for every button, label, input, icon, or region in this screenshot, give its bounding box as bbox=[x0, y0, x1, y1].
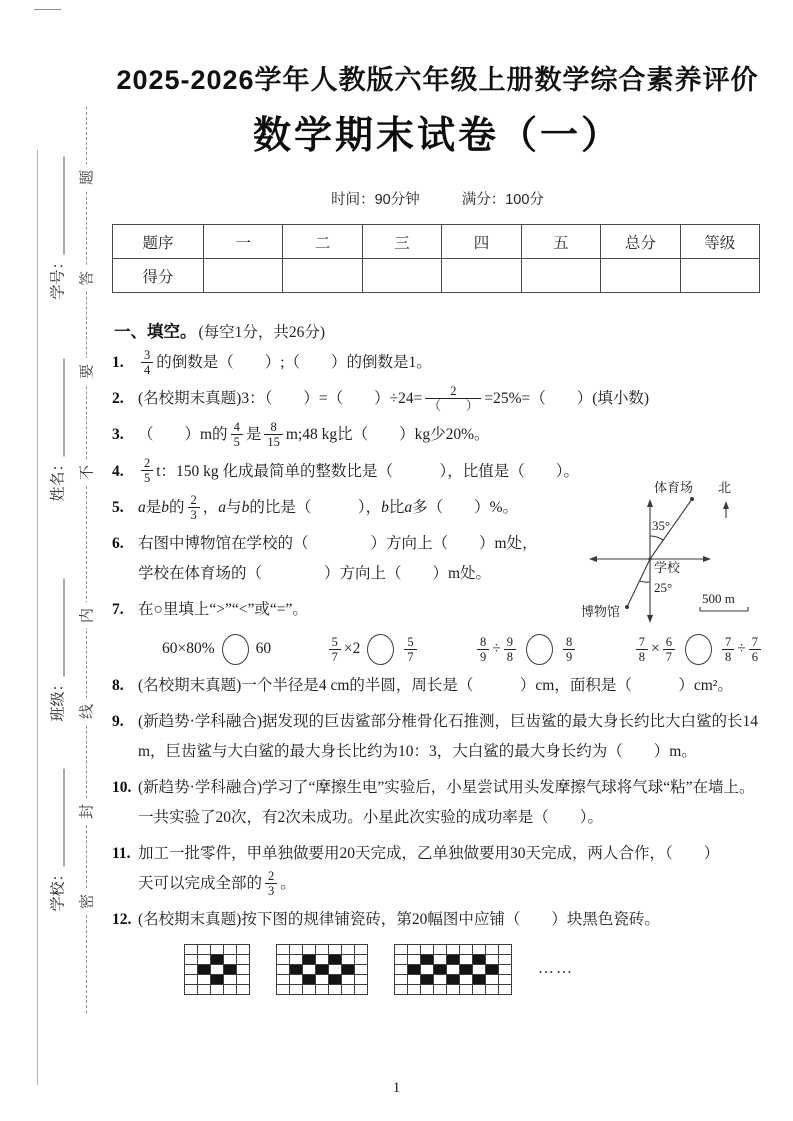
white-tile bbox=[460, 985, 473, 995]
black-tile bbox=[460, 965, 473, 975]
stadium-label: 体育场 bbox=[654, 480, 694, 495]
student-id-field bbox=[47, 156, 68, 299]
score-table-cell: 等级 bbox=[680, 225, 759, 259]
white-tile bbox=[185, 975, 198, 985]
question-number: 6. bbox=[112, 534, 124, 552]
black-tile bbox=[447, 955, 460, 965]
white-tile bbox=[447, 985, 460, 995]
white-tile bbox=[290, 945, 303, 955]
exam-series-title: 2025-2026学年人教版六年级上册数学综合素养评价 bbox=[116, 65, 759, 95]
white-tile bbox=[329, 965, 342, 975]
main-content bbox=[112, 224, 768, 995]
question-number: 11. bbox=[112, 844, 131, 862]
black-tile bbox=[211, 955, 224, 965]
corner-crop-mark bbox=[34, 9, 61, 10]
score-table bbox=[112, 224, 760, 293]
question-7 bbox=[112, 595, 768, 625]
white-tile bbox=[355, 965, 368, 975]
question-text: 加工一批零件，甲单独做要用20天完成，乙单独做要用30天完成，两人合作，（ ） 天可以完成全部的 $\frac{2}{3}$ 。 bbox=[138, 844, 720, 898]
white-tile bbox=[316, 955, 329, 965]
question-9 bbox=[112, 707, 768, 767]
question-number: 12. bbox=[112, 910, 132, 928]
question-tag: (新趋势·学科融合) bbox=[138, 778, 262, 796]
question-number: 1. bbox=[112, 354, 124, 372]
question-text: (名校期末真题)按下图的规律铺瓷砖，第20幅图中应铺（ ）块黑色瓷砖。 bbox=[138, 910, 660, 928]
white-tile bbox=[277, 985, 290, 995]
comparison-expression: $\frac{8}{9}$ ÷ $\frac{9}{8}$ $\frac{8}{9}$ bbox=[474, 634, 578, 665]
score-table-cell: 题序 bbox=[113, 225, 204, 259]
question-number: 2. bbox=[112, 390, 124, 408]
tile-pattern-figures bbox=[184, 944, 768, 995]
angle-25-label: 25° bbox=[654, 580, 673, 595]
black-tile bbox=[421, 955, 434, 965]
museum-label: 博物馆 bbox=[581, 604, 621, 619]
white-tile bbox=[211, 945, 224, 955]
white-tile bbox=[486, 975, 499, 985]
score-table-score-row bbox=[113, 259, 760, 293]
question-11 bbox=[112, 839, 768, 899]
question-text: (新趋势·学科融合)据发现的巨齿鲨部分椎骨化石推测，巨齿鲨的最大身长约比大白鲨的长14 m，巨齿鲨与大白鲨的最大身长比约为10：3，大白鲨的最大身长约为（ ）m。 bbox=[138, 712, 759, 760]
tile-grid-3 bbox=[394, 944, 512, 995]
black-tile bbox=[316, 965, 329, 975]
question-number: 10. bbox=[112, 778, 132, 796]
white-tile bbox=[342, 975, 355, 985]
seal-char: 答 bbox=[76, 265, 97, 291]
seal-char: 密 bbox=[76, 888, 97, 914]
fraction: $\frac{2}{3}$ bbox=[265, 869, 277, 898]
white-tile bbox=[355, 955, 368, 965]
fraction: $\frac{7}{8}$ bbox=[636, 635, 648, 664]
white-tile bbox=[473, 985, 486, 995]
white-tile bbox=[395, 975, 408, 985]
score-empty-cell bbox=[680, 259, 759, 293]
white-tile bbox=[486, 945, 499, 955]
black-tile bbox=[303, 975, 316, 985]
comparison-expression: $\frac{7}{8}$ × $\frac{6}{7}$ $\frac{7}{8}$ ÷ $\frac{7}{6}$ bbox=[633, 634, 764, 665]
white-tile bbox=[342, 945, 355, 955]
class-field bbox=[47, 578, 68, 721]
fraction: $\frac{2}{5}$ bbox=[141, 456, 153, 485]
fraction: $\frac{8}{9}$ bbox=[477, 635, 489, 664]
black-tile bbox=[447, 975, 460, 985]
angle-35-label: 35° bbox=[652, 518, 671, 533]
white-tile bbox=[303, 945, 316, 955]
black-tile bbox=[486, 965, 499, 975]
white-tile bbox=[316, 975, 329, 985]
fraction: $\frac{2}{( )}$ bbox=[425, 384, 481, 413]
white-tile bbox=[421, 945, 434, 955]
fraction: $\frac{6}{7}$ bbox=[663, 635, 675, 664]
fraction: $\frac{8}{9}$ bbox=[563, 635, 575, 664]
black-tile bbox=[473, 975, 486, 985]
question-12 bbox=[112, 905, 768, 935]
north-label: 北 bbox=[718, 480, 732, 495]
question-8 bbox=[112, 671, 768, 701]
pattern-ellipsis: …… bbox=[538, 960, 574, 978]
school-label: 学校 bbox=[654, 560, 681, 575]
white-tile bbox=[395, 965, 408, 975]
question-5 bbox=[112, 493, 768, 523]
white-tile bbox=[434, 975, 447, 985]
white-tile bbox=[395, 985, 408, 995]
white-tile bbox=[355, 975, 368, 985]
white-tile bbox=[395, 955, 408, 965]
score-table-cell: 二 bbox=[283, 225, 362, 259]
fraction: $\frac{7}{6}$ bbox=[749, 635, 761, 664]
score-table-header-row bbox=[113, 225, 760, 259]
white-tile bbox=[237, 975, 250, 985]
white-tile bbox=[329, 945, 342, 955]
white-tile bbox=[303, 985, 316, 995]
full-score: 满分：100分 bbox=[461, 192, 544, 208]
white-tile bbox=[473, 945, 486, 955]
score-table-cell: 三 bbox=[362, 225, 441, 259]
black-tile bbox=[303, 955, 316, 965]
white-tile bbox=[237, 965, 250, 975]
white-tile bbox=[421, 965, 434, 975]
white-tile bbox=[277, 965, 290, 975]
white-tile bbox=[290, 955, 303, 965]
black-tile bbox=[224, 965, 237, 975]
question-text: （ ）m的 $\frac{4}{5}$ 是 $\frac{8}{15}$ m;48 kg比（ ）kg少20%。 bbox=[138, 420, 490, 450]
time-limit: 时间：90分钟 bbox=[331, 192, 420, 208]
fraction: $\frac{5}{7}$ bbox=[329, 635, 341, 664]
comparison-circle-blank bbox=[685, 634, 712, 665]
score-empty-cell bbox=[521, 259, 600, 293]
white-tile bbox=[421, 985, 434, 995]
question-2 bbox=[112, 384, 768, 414]
tile-grid-2 bbox=[276, 944, 368, 995]
white-tile bbox=[460, 955, 473, 965]
white-tile bbox=[224, 945, 237, 955]
score-empty-cell bbox=[204, 259, 283, 293]
white-tile bbox=[499, 975, 512, 985]
score-empty-cell bbox=[601, 259, 680, 293]
exam-info-line bbox=[100, 188, 775, 209]
white-tile bbox=[499, 985, 512, 995]
white-tile bbox=[211, 985, 224, 995]
white-tile bbox=[237, 955, 250, 965]
white-tile bbox=[290, 985, 303, 995]
black-tile bbox=[198, 965, 211, 975]
white-tile bbox=[408, 975, 421, 985]
fraction: $\frac{4}{5}$ bbox=[231, 420, 243, 449]
white-tile bbox=[277, 975, 290, 985]
white-tile bbox=[224, 975, 237, 985]
question-text: (名校期末真题)一个半径是4 cm的半圆，周长是（ ）cm，面积是（ ）cm²。 bbox=[138, 676, 733, 694]
white-tile bbox=[434, 945, 447, 955]
school-blank-line bbox=[64, 768, 65, 866]
comparison-circle-blank bbox=[222, 634, 249, 665]
score-table-cell: 五 bbox=[521, 225, 600, 259]
comparison-expression: 60×80% 60 bbox=[162, 634, 271, 665]
question-10 bbox=[112, 773, 768, 833]
question-number: 8. bbox=[112, 676, 124, 694]
score-table-cell: 总分 bbox=[601, 225, 680, 259]
black-tile bbox=[421, 975, 434, 985]
question-tag: (新趋势·学科融合) bbox=[138, 712, 262, 730]
white-tile bbox=[447, 945, 460, 955]
white-tile bbox=[499, 945, 512, 955]
question-6 bbox=[112, 529, 608, 589]
question-text: (名校期末真题)3：（ ）=（ ）÷24= $\frac{2}{( )}$ =25%=（ ）(填小数) bbox=[138, 384, 650, 414]
tile-grid-1 bbox=[184, 944, 250, 995]
white-tile bbox=[198, 945, 211, 955]
question-1 bbox=[112, 348, 768, 378]
question-4 bbox=[112, 456, 768, 486]
white-tile bbox=[237, 985, 250, 995]
white-tile bbox=[447, 965, 460, 975]
question-tag: (名校期末真题) bbox=[138, 390, 242, 408]
fraction: $\frac{2}{3}$ bbox=[188, 493, 200, 522]
question-number: 9. bbox=[112, 712, 124, 730]
score-empty-cell bbox=[283, 259, 362, 293]
black-tile bbox=[329, 975, 342, 985]
white-tile bbox=[198, 955, 211, 965]
seal-char: 封 bbox=[76, 798, 97, 824]
white-tile bbox=[355, 945, 368, 955]
black-tile bbox=[473, 955, 486, 965]
white-tile bbox=[316, 945, 329, 955]
black-tile bbox=[434, 965, 447, 975]
comparison-circle-blank bbox=[526, 634, 553, 665]
white-tile bbox=[499, 965, 512, 975]
white-tile bbox=[224, 955, 237, 965]
score-row-label: 得分 bbox=[113, 259, 204, 293]
white-tile bbox=[355, 985, 368, 995]
fraction: $\frac{5}{7}$ bbox=[404, 635, 416, 664]
score-empty-cell bbox=[442, 259, 521, 293]
white-tile bbox=[460, 975, 473, 985]
question-text: (新趋势·学科融合)学习了“摩擦生电”实验后，小星尝试用头发摩擦气球将气球“粘”在墙上。一共实验了20次，有2次未成功。小星此次实验的成功率是（ ）。 bbox=[138, 778, 755, 826]
page-title: 数学期末试卷（一） bbox=[252, 115, 622, 157]
fraction: $\frac{8}{15}$ bbox=[264, 420, 283, 449]
white-tile bbox=[486, 955, 499, 965]
white-tile bbox=[408, 955, 421, 965]
section-1-points-note: (每空1分，共26分) bbox=[198, 324, 326, 341]
seal-char: 线 bbox=[76, 698, 97, 724]
seal-char: 题 bbox=[76, 164, 97, 190]
question-text: 右图中博物馆在学校的（ ）方向上（ ）m处， 学校在体育场的（ ）方向上（ ）m处。 bbox=[138, 534, 538, 582]
white-tile bbox=[408, 985, 421, 995]
white-tile bbox=[224, 985, 237, 995]
score-table-cell: 四 bbox=[442, 225, 521, 259]
white-tile bbox=[185, 985, 198, 995]
seal-dashed-line bbox=[86, 107, 87, 1013]
fraction: $\frac{9}{8}$ bbox=[504, 635, 516, 664]
question-tag: (名校期末真题) bbox=[138, 676, 242, 694]
comparison-circle-blank bbox=[367, 634, 394, 665]
question-number: 5. bbox=[112, 498, 124, 516]
name-blank-line bbox=[64, 358, 65, 456]
black-tile bbox=[211, 975, 224, 985]
school-field bbox=[47, 768, 68, 911]
white-tile bbox=[408, 945, 421, 955]
white-tile bbox=[460, 945, 473, 955]
question-number: 4. bbox=[112, 462, 124, 480]
white-tile bbox=[473, 965, 486, 975]
page-number: 1 bbox=[392, 1080, 401, 1096]
white-tile bbox=[303, 965, 316, 975]
section-1-heading bbox=[114, 318, 768, 342]
question-text: 在○里填上“>”“<”或“=”。 bbox=[138, 600, 308, 618]
student-id-label: 学号： bbox=[49, 254, 67, 300]
question-number: 3. bbox=[112, 426, 124, 444]
white-tile bbox=[342, 955, 355, 965]
question-number: 7. bbox=[112, 600, 124, 618]
white-tile bbox=[185, 955, 198, 965]
name-field bbox=[47, 358, 68, 501]
question-tag: (名校期末真题) bbox=[138, 910, 242, 928]
seal-char: 要 bbox=[76, 358, 97, 384]
student-id-blank-line bbox=[64, 156, 65, 254]
white-tile bbox=[290, 975, 303, 985]
white-tile bbox=[185, 945, 198, 955]
name-label: 姓名： bbox=[49, 456, 67, 502]
school-label: 学校： bbox=[49, 866, 67, 912]
white-tile bbox=[316, 985, 329, 995]
white-tile bbox=[277, 945, 290, 955]
section-1-title: 一、填空。 bbox=[114, 323, 197, 341]
class-blank-line bbox=[64, 578, 65, 676]
fraction: $\frac{3}{4}$ bbox=[141, 348, 153, 377]
score-empty-cell bbox=[362, 259, 441, 293]
q7-comparison-row bbox=[112, 634, 768, 665]
white-tile bbox=[329, 985, 342, 995]
seal-char: 内 bbox=[76, 602, 97, 628]
question-text: a是b的 $\frac{2}{3}$ ，a与b的比是（ ），b比a多（ ）%。 bbox=[138, 492, 519, 522]
question-text: $\frac{3}{4}$ 的倒数是（ ）;（ ）的倒数是1。 bbox=[138, 354, 432, 371]
comparison-expression: $\frac{5}{7}$ ×2 $\frac{5}{7}$ bbox=[326, 634, 420, 665]
white-tile bbox=[395, 945, 408, 955]
white-tile bbox=[499, 955, 512, 965]
white-tile bbox=[277, 955, 290, 965]
white-tile bbox=[434, 985, 447, 995]
white-tile bbox=[486, 985, 499, 995]
question-3 bbox=[112, 420, 768, 450]
black-tile bbox=[329, 955, 342, 965]
white-tile bbox=[237, 945, 250, 955]
score-table-cell: 一 bbox=[204, 225, 283, 259]
white-tile bbox=[434, 955, 447, 965]
question-text: $\frac{2}{5}$ t：150 kg 化成最简单的整数比是（ ），比值是（ ）。 bbox=[138, 463, 579, 480]
seal-char: 不 bbox=[76, 459, 97, 485]
class-label: 班级： bbox=[49, 676, 67, 722]
white-tile bbox=[342, 985, 355, 995]
black-tile bbox=[342, 965, 355, 975]
black-tile bbox=[408, 965, 421, 975]
white-tile bbox=[198, 985, 211, 995]
white-tile bbox=[211, 965, 224, 975]
fraction: $\frac{7}{8}$ bbox=[722, 635, 734, 664]
black-tile bbox=[290, 965, 303, 975]
white-tile bbox=[185, 965, 198, 975]
paper-edge-line bbox=[37, 150, 38, 1085]
white-tile bbox=[198, 975, 211, 985]
scale-label: 500 m bbox=[702, 591, 735, 606]
